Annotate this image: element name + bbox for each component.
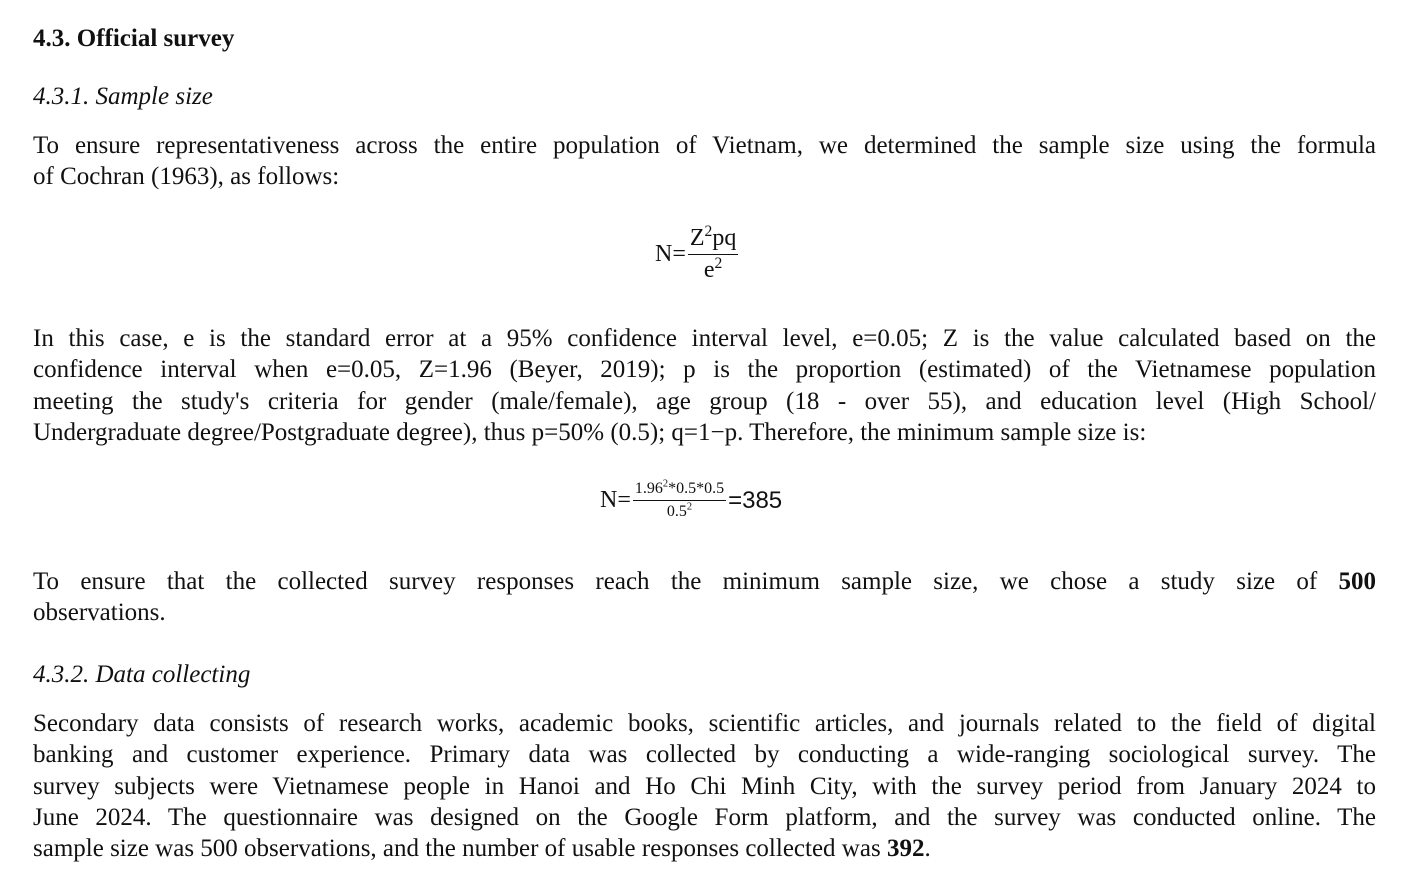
formula-fraction [633, 480, 726, 521]
text-line: Secondary data consists of research works, academic books, scientific articles, and journals related to the field of digital [33, 710, 1376, 737]
paragraph-variable-definitions [33, 323, 1376, 448]
text-line: survey subjects were Vietnamese people in Hanoi and Ho Chi Minh City, with the survey period from January 2024 to [33, 772, 1376, 800]
formula-numerator: 1.96$^2$*0.5*0.5 [633, 480, 726, 501]
formula-lhs: N= [655, 241, 686, 267]
usable-responses-value: 392 [886, 835, 925, 863]
text-line: meeting the study's criteria for gender (male/female), age group (18 - over 55), and education level (High School/ [33, 387, 1376, 415]
text-line: Undergraduate degree/Postgraduate degree), thus p=50% (0.5); q=1−p. Therefore, the minimum sample size is: [33, 418, 1147, 446]
study-size-value: 500 [1338, 568, 1376, 595]
formula-denominator: $e^2$ [703, 255, 723, 283]
text-line: confidence interval when e=0.05, Z=1.96 (Beyer, 2019); p is the proportion (estimated) of the Vietnamese population [33, 356, 1376, 384]
paragraph-study-size [33, 566, 1376, 629]
sample-size-calculation [600, 480, 782, 521]
formula-denominator: $0.5^2$ [666, 501, 693, 520]
formula-fraction [688, 225, 738, 284]
formula-result: =385 [728, 486, 783, 514]
paragraph-sample-size-intro [33, 130, 1376, 193]
section-title: 4.3. Official survey [33, 25, 235, 52]
text-line: observations. [33, 599, 166, 627]
text-line: banking and customer experience. Primary data was collected by conducting a wide-ranging sociological survey. The [33, 741, 1376, 769]
formula-numerator: $Z^2pq$ [688, 225, 738, 255]
cochran-formula [655, 225, 740, 284]
text-line: sample size was 500 observations, and the number of usable responses collected was 392. [33, 835, 931, 863]
text-line: To ensure representativeness across the entire population of Vietnam, we determined the sample size using the formula [33, 132, 1376, 159]
text-line: To ensure that the collected survey responses reach the minimum sample size, we chose a study size of 500 [33, 568, 1376, 595]
text-line: In this case, e is the standard error at a 95% confidence interval level, e=0.05; Z is the value calculated based on the [33, 325, 1376, 352]
paragraph-data-collecting [33, 708, 1376, 864]
formula-lhs: N= [600, 487, 631, 513]
text-line: of Cochran (1963), as follows: [33, 163, 340, 191]
subsection-title-data-collecting: 4.3.2. Data collecting [33, 661, 251, 688]
text-line: June 2024. The questionnaire was designed on the Google Form platform, and the survey was conducted online. The [33, 803, 1376, 831]
subsection-title-sample-size: 4.3.1. Sample size [33, 83, 213, 110]
